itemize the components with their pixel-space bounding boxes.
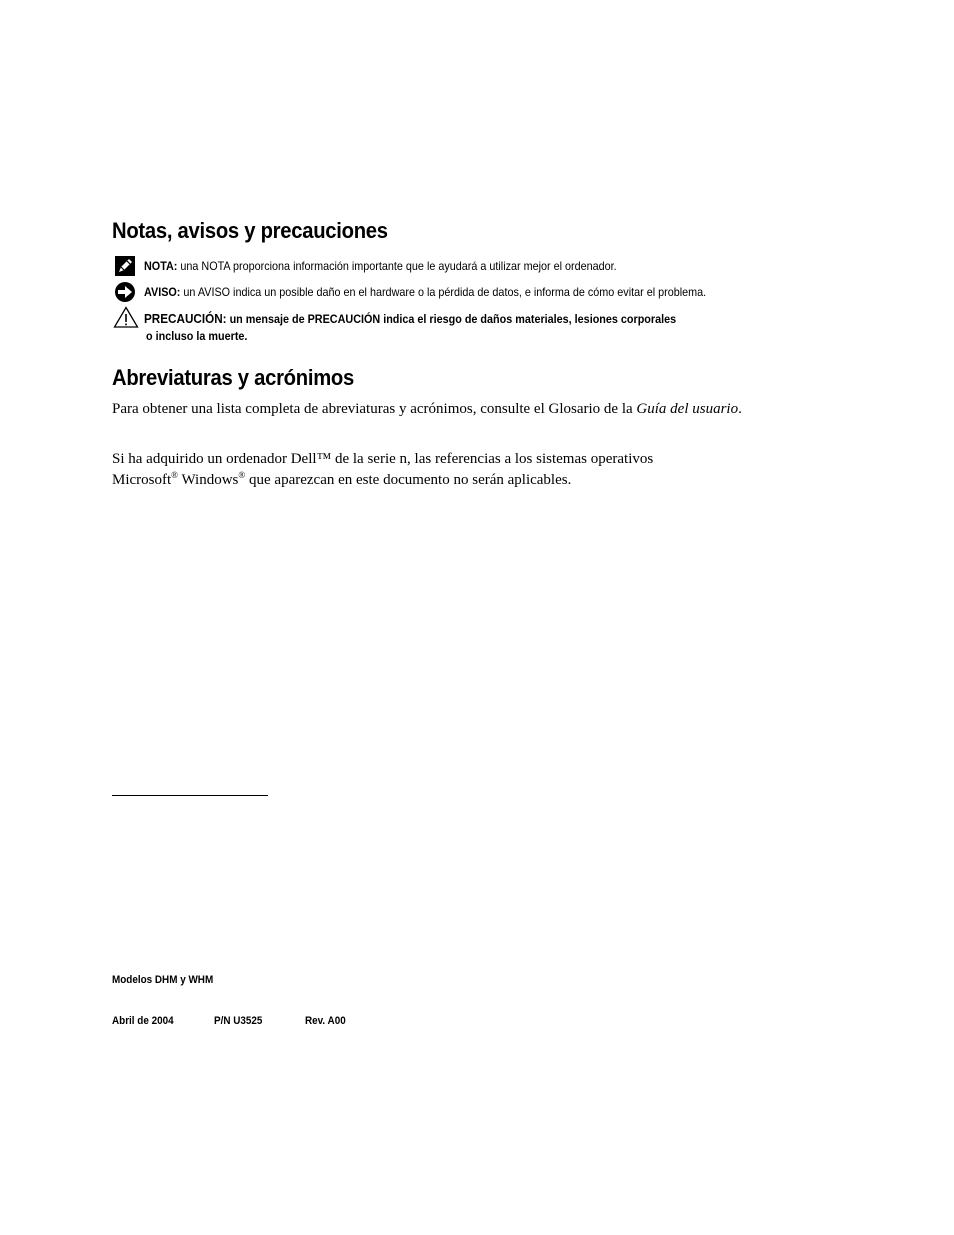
revision-label: Rev. A00 (305, 1015, 346, 1027)
notice-arrow-icon (114, 281, 136, 303)
windows-note-line1: Si ha adquirido un ordenador Dell™ de la serie n, las referencias a los sistemas operativos (112, 451, 654, 467)
caution-row (144, 311, 676, 326)
caution-text-line1: un mensaje de PRECAUCIÓN indica el riesgo de daños materiales, lesiones corporales (229, 312, 677, 326)
windows-note-rest: que aparezcan en este documento no serán aplicables. (245, 472, 572, 488)
user-guide-title: Guía del usuario (636, 401, 739, 417)
note-text: una NOTA proporciona información importante que le ayudará a utilizar mejor el ordenador. (180, 259, 617, 273)
registered-mark: ® (171, 470, 179, 480)
microsoft-word: Microsoft (112, 472, 172, 488)
separator-rule (112, 795, 268, 796)
date-label: Abril de 2004 (112, 1015, 174, 1027)
note-pencil-icon (114, 255, 136, 277)
models-label: Modelos DHM y WHM (112, 974, 214, 986)
abbrev-paragraph-prefix: Para obtener una lista completa de abreviaturas y acrónimos, consulte el Glosario de la (112, 401, 637, 417)
caution-label: PRECAUCIÓN: (144, 311, 227, 326)
windows-note-line2 (112, 470, 571, 489)
notice-row (144, 285, 706, 299)
notice-label: AVISO: (144, 285, 181, 299)
abbrev-paragraph (112, 401, 742, 418)
notice-text: un AVISO indica un posible daño en el hardware o la pérdida de datos, e informa de cómo evitar el problema. (183, 285, 707, 299)
registered-mark: ® (238, 470, 246, 480)
abbrev-section-title: Abreviaturas y acrónimos (112, 365, 354, 390)
note-label: NOTA: (144, 259, 178, 273)
notes-section-title: Notas, avisos y precauciones (112, 218, 388, 243)
abbrev-paragraph-suffix: . (738, 401, 742, 417)
caution-text-line2: o incluso la muerte. (146, 329, 248, 343)
part-number-label: P/N U3525 (214, 1015, 263, 1027)
note-row (144, 259, 617, 273)
windows-word: Windows (181, 472, 239, 488)
caution-triangle-icon (113, 306, 139, 328)
